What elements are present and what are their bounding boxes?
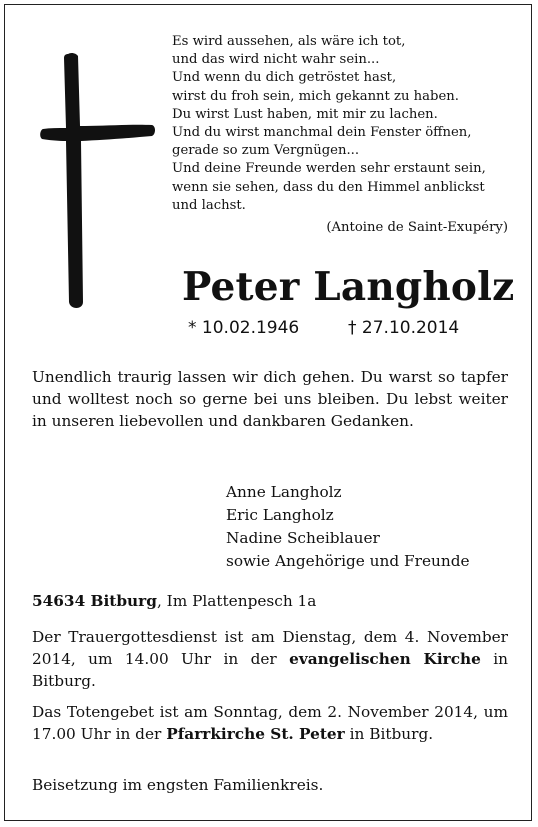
service-location: evangelischen Kirche (289, 650, 481, 669)
poem-line: gerade so zum Vergnügen... (172, 143, 360, 159)
poem (172, 33, 512, 215)
signer: Eric Langholz (226, 506, 334, 524)
poem-line: und das wird nicht wahr sein... (172, 52, 380, 68)
poem-line: Und deine Freunde werden sehr erstaunt sein, (172, 161, 486, 177)
death-date: † 27.10.2014 (348, 318, 460, 338)
prayer-text-2: in Bitburg. (344, 725, 434, 744)
poem-line: Du wirst Lust haben, mit mir zu lachen. (172, 106, 438, 122)
signers-list (226, 481, 470, 573)
cross-icon (40, 40, 160, 320)
condolence-text: Unendlich traurig lassen wir dich gehen. Du warst so tapfer und wolltest noch so gerne bei uns bleiben. Du lebst weiter in unseren liebevollen und dankbaren Gedanken. (32, 368, 508, 430)
signer: sowie Angehörige und Freunde (226, 552, 470, 570)
poem-line: wenn sie sehen, dass du den Himmel anblickst (172, 179, 485, 195)
signer: Nadine Scheiblauer (226, 529, 380, 547)
prayer-notice (32, 701, 508, 745)
deceased-name: Peter Langholz (182, 264, 515, 310)
poem-line: Und wenn du dich getröstet hast, (172, 70, 397, 86)
poem-line: und lachst. (172, 197, 246, 213)
birth-date: * 10.02.1946 (188, 318, 300, 338)
life-dates (188, 318, 488, 338)
poem-line: Es wird aussehen, als wäre ich tot, (172, 34, 406, 49)
address-city: 54634 Bitburg (32, 592, 157, 610)
address-street: , Im Plattenpesch 1a (156, 592, 317, 610)
poem-line: Und du wirst manchmal dein Fenster öffnen, (172, 125, 472, 141)
service-text-1: Der Trauergottesdienst ist am Dienstag, dem 4. November 2014, um 14.00 Uhr in der (32, 628, 508, 669)
address (32, 592, 316, 610)
prayer-location: Pfarrkirche St. Peter (166, 725, 345, 744)
service-notice (32, 626, 508, 693)
signer: Anne Langholz (226, 483, 342, 501)
poem-line: wirst du froh sein, mich gekannt zu haben. (172, 88, 459, 104)
burial-notice: Beisetzung im engsten Familienkreis. (32, 776, 324, 794)
poem-attribution: (Antoine de Saint-Exupéry) (326, 220, 508, 235)
prayer-text-1: Das Totengebet ist am Sonntag, dem 2. November 2014, um 17.00 Uhr in der (32, 703, 508, 744)
service-text-2: in Bitburg. (32, 650, 509, 691)
